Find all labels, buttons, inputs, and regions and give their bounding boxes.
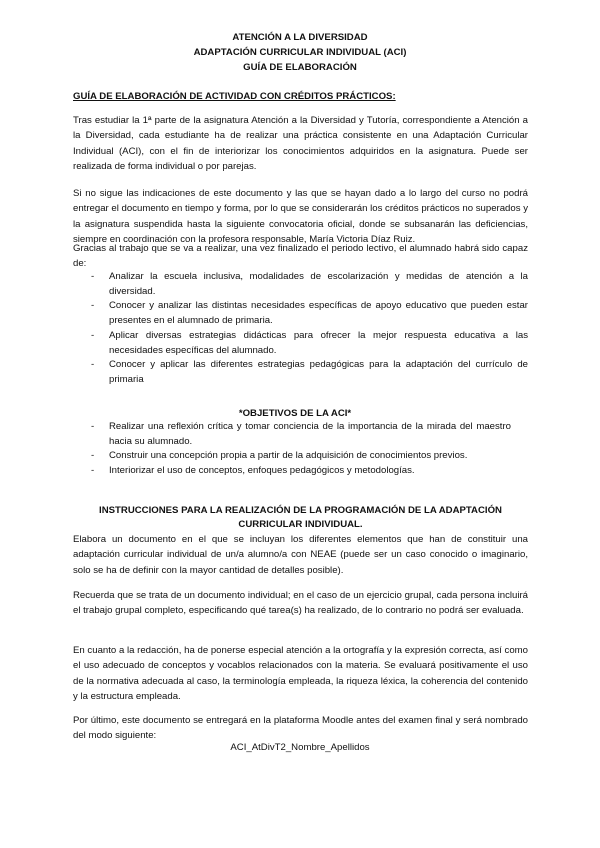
list-item: - Realizar una reflexión crítica y tomar conciencia de la importancia de la mirada del maestro hacia su alumnado. (91, 421, 511, 447)
warning-paragraph: Si no sigue las indicaciones de este documento y las que se hayan dado a lo largo del curso no podrá entregar el documento en tiempo y forma, por lo que se considerarán los créditos prácticos no superados y la asignatura suspendida hasta la siguiente convocatoria oficial, donde se subsanarán las deficiencias, siempre en coordinación con la profesora responsable, María Victoria Díaz Ruiz. (73, 188, 528, 245)
objectives-heading: *OBJETIVOS DE LA ACI* (238, 408, 352, 419)
header-title: ATENCIÓN A LA DIVERSIDAD (232, 32, 368, 43)
instructions-heading: INSTRUCCIONES PARA LA REALIZACIÓN DE LA PROGRAMACIÓN DE LA ADAPTACIÓN (99, 505, 502, 516)
individual-paragraph: Recuerda que se trata de un documento individual; en el caso de un ejercicio grupal, cada persona incluirá el trabajo grupal completo, especificando qué tarea(s) ha realizado, de lo contrario no podrá ser evaluada. (73, 590, 528, 617)
submission-paragraph: Por último, este documento se entregará en la plataforma Moodle antes del examen final y será nombrado del modo siguiente: (73, 715, 528, 742)
list-item: - Conocer y aplicar las diferentes estrategias pedagógicas para la adaptación del currículo de primaria (91, 359, 528, 385)
capabilities-intro: Gracias al trabajo que se va a realizar, una vez finalizado el periodo lectivo, el alumnado habrá sido capaz de: (73, 243, 528, 270)
capabilities-list (91, 270, 528, 388)
objectives-list (91, 420, 511, 479)
list-item: - Aplicar diversas estrategias didácticas para ofrecer la mejor respuesta educativa a las necesidades específicas del alumnado. (91, 329, 528, 356)
guide-heading: GUÍA DE ELABORACIÓN DE ACTIVIDAD CON CRÉDITOS PRÁCTICOS: (73, 91, 396, 102)
list-item: - Analizar la escuela inclusiva, modalidades de escolarización y medidas de atención a la diversidad. (91, 271, 528, 297)
writing-paragraph: En cuanto a la redacción, ha de ponerse especial atención a la ortografía y la expresión correcta, así como el uso adecuado de conceptos y vocablos relacionados con la materia. Se evaluará positivamente el uso de la normativa adecuada al caso, la terminología empleada, la riqueza léxica, la coherencia del contenido y la estructura empleada. (73, 645, 528, 702)
header-guide-title: GUÍA DE ELABORACIÓN (243, 62, 357, 73)
filename-format: ACI_AtDivT2_Nombre_Apellidos (230, 742, 370, 753)
list-item: - Construir una concepción propia a partir de la adquisición de conocimientos previos. (91, 450, 468, 462)
instructions-heading-2: CURRICULAR INDIVIDUAL. (238, 519, 363, 530)
list-item: - Interiorizar el uso de conceptos, enfoques pedagógicos y metodologías. (91, 465, 415, 477)
list-item: - Conocer y analizar las distintas necesidades específicas de apoyo educativo que pueden estar presentes en el alumnado de primaria. (91, 300, 528, 327)
intro-paragraph: Tras estudiar la 1ª parte de la asignatura Atención a la Diversidad y Tutoría, correspondiente a Atención a la Diversidad, cada estudiante ha de realizar una práctica consistente en una Adaptación Curricular Individual (ACI), con el fin de interiorizar los conocimientos adquiridos en la asignatura. Puede ser realizada de forma individual o por parejas. (73, 115, 528, 172)
instructions-paragraph: Elabora un documento en el que se incluyan los diferentes elementos que han de constituir una adaptación curricular individual de un/a alumno/a con NEAE (puede ser un caso conocido o imaginario, solo se ha de definir con la mayor cantidad de detalles posible). (73, 534, 528, 576)
header-subtitle: ADAPTACIÓN CURRICULAR INDIVIDUAL (ACI) (193, 47, 407, 58)
